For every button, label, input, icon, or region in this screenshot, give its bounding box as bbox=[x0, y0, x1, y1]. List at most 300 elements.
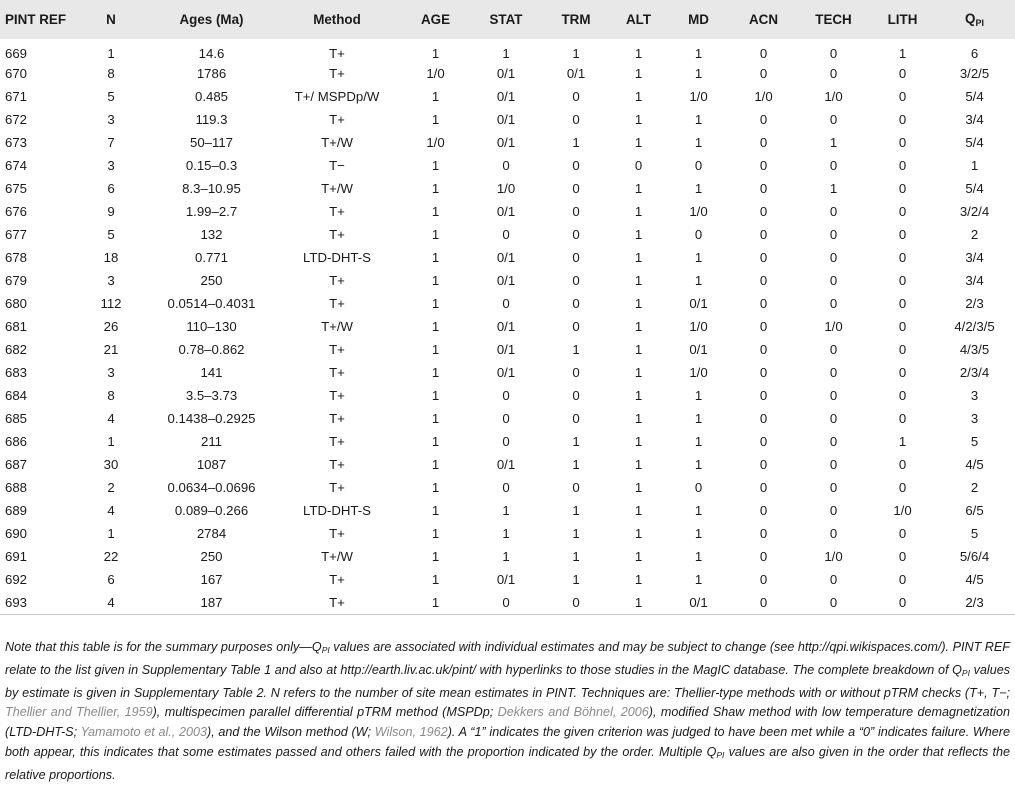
cell-method: T+/W bbox=[321, 319, 353, 334]
cell-n: 8 bbox=[107, 388, 115, 403]
cell-ages: 141 bbox=[200, 365, 223, 380]
table-row bbox=[0, 177, 1015, 200]
cell-tech: 0 bbox=[829, 66, 838, 81]
cell-md: 1 bbox=[694, 503, 703, 518]
note-text: ), multispecimen parallel differential pTRM method (MSPDp; bbox=[152, 705, 498, 720]
cell-method: T+ bbox=[329, 227, 345, 242]
cell-alt: 1 bbox=[634, 273, 643, 288]
cell-alt: 1 bbox=[634, 66, 643, 81]
cell-method: T+/W bbox=[321, 135, 353, 150]
cell-alt: 1 bbox=[634, 112, 643, 127]
cell-pint-ref: 690 bbox=[5, 526, 28, 541]
cell-age: 1/0 bbox=[426, 66, 445, 81]
cell-stat: 0 bbox=[502, 388, 510, 403]
cell-tech: 0 bbox=[829, 342, 838, 357]
cell-lith: 0 bbox=[898, 549, 907, 564]
cell-qpi: 4/2/3/5 bbox=[954, 319, 995, 334]
cell-tech: 0 bbox=[829, 411, 838, 426]
cell-qpi: 2/3/4 bbox=[959, 365, 990, 380]
cell-trm: 1 bbox=[572, 135, 580, 150]
cell-qpi: 3/2/4 bbox=[959, 204, 990, 219]
cell-qpi: 3 bbox=[970, 411, 979, 426]
cell-n: 3 bbox=[107, 112, 115, 127]
cell-age: 1 bbox=[431, 480, 440, 495]
cell-n: 1 bbox=[107, 526, 115, 541]
cell-stat: 0/1 bbox=[496, 112, 516, 127]
cell-lith: 0 bbox=[898, 526, 907, 541]
cell-method: T+/W bbox=[321, 181, 353, 196]
cell-stat: 0/1 bbox=[496, 66, 516, 81]
cell-stat: 0/1 bbox=[496, 89, 516, 104]
cell-n: 7 bbox=[107, 135, 115, 150]
col-header-method: Method bbox=[313, 12, 361, 27]
cell-acn: 0 bbox=[759, 549, 768, 564]
cell-acn: 0 bbox=[759, 388, 768, 403]
cell-age: 1 bbox=[431, 503, 440, 518]
cell-pint-ref: 682 bbox=[5, 342, 28, 357]
cell-trm: 1 bbox=[572, 434, 580, 449]
table-row bbox=[0, 108, 1015, 131]
cell-stat: 0 bbox=[502, 227, 510, 242]
cell-age: 1 bbox=[431, 342, 440, 357]
col-header-lith: LITH bbox=[887, 12, 918, 27]
cell-stat: 0 bbox=[502, 480, 510, 495]
cell-acn: 0 bbox=[759, 296, 768, 311]
table-row bbox=[0, 545, 1015, 568]
cell-acn: 0 bbox=[759, 342, 768, 357]
cell-alt: 1 bbox=[634, 503, 643, 518]
cell-trm: 1 bbox=[572, 526, 580, 541]
cell-alt: 1 bbox=[634, 411, 643, 426]
cell-age: 1 bbox=[400, 591, 471, 614]
table-header bbox=[0, 0, 1015, 39]
cell-md: 1 bbox=[694, 549, 703, 564]
table-footnote bbox=[5, 638, 1010, 786]
cell-pint-ref: 693 bbox=[0, 591, 73, 614]
cell-stat: 0/1 bbox=[496, 319, 516, 334]
col-header-age: AGE bbox=[420, 12, 451, 27]
cell-pint-ref: 674 bbox=[5, 158, 28, 173]
cell-stat: 0/1 bbox=[496, 204, 516, 219]
table-row bbox=[0, 568, 1015, 591]
cell-ages: 187 bbox=[149, 591, 274, 614]
cell-acn: 0 bbox=[759, 204, 768, 219]
cell-n: 2 bbox=[107, 480, 115, 495]
cell-alt: 1 bbox=[634, 526, 643, 541]
cell-tech: 0 bbox=[829, 572, 838, 587]
cell-age: 1 bbox=[431, 388, 440, 403]
cell-method: T+ bbox=[329, 457, 345, 472]
cell-acn: 0 bbox=[759, 319, 768, 334]
cell-age: 1 bbox=[431, 572, 440, 587]
cell-lith: 1 bbox=[898, 434, 907, 449]
cell-method: T+ bbox=[329, 388, 345, 403]
cell-ages: 0.771 bbox=[194, 250, 228, 265]
qpi-symbol: Q bbox=[311, 640, 322, 654]
cell-ages: 250 bbox=[200, 273, 223, 288]
cell-tech: 0 bbox=[829, 365, 838, 380]
cell-method: T+/W bbox=[321, 549, 353, 564]
cell-alt: 1 bbox=[634, 181, 643, 196]
header-row bbox=[0, 0, 1015, 39]
citation-link[interactable]: Thellier and Thellier, 1959 bbox=[5, 705, 153, 720]
cell-qpi: 6 bbox=[970, 45, 979, 61]
cell-method: T+ bbox=[329, 434, 345, 449]
cell-lith: 0 bbox=[898, 457, 907, 472]
cell-n: 21 bbox=[103, 342, 119, 357]
cell-tech: 0 bbox=[829, 434, 838, 449]
cell-ages: 2784 bbox=[196, 526, 227, 541]
qpi-subscript: PI bbox=[961, 667, 970, 678]
cell-lith: 0 bbox=[898, 89, 907, 104]
cell-n: 3 bbox=[107, 273, 115, 288]
table-row bbox=[0, 246, 1015, 269]
cell-qpi: 3 bbox=[970, 388, 979, 403]
cell-alt: 1 bbox=[634, 480, 643, 495]
cell-pint-ref: 672 bbox=[5, 112, 28, 127]
cell-pint-ref: 679 bbox=[5, 273, 28, 288]
cell-n: 5 bbox=[107, 227, 115, 242]
table-row bbox=[0, 361, 1015, 384]
cell-method: T+ bbox=[329, 411, 345, 426]
cell-md: 1 bbox=[694, 526, 703, 541]
cell-method: T+/ MSPDp/W bbox=[294, 89, 380, 104]
qpi-subscript: PI bbox=[321, 645, 330, 655]
cell-alt: 1 bbox=[634, 45, 643, 61]
cell-ages: 110–130 bbox=[186, 319, 237, 334]
cell-qpi: 3/4 bbox=[965, 273, 984, 288]
cell-alt: 1 bbox=[634, 365, 643, 380]
table-row bbox=[0, 315, 1015, 338]
cell-md: 1/0 bbox=[689, 204, 708, 219]
cell-lith: 0 bbox=[898, 66, 907, 81]
col-header-ages: Ages (Ma) bbox=[179, 12, 244, 27]
cell-ages: 1786 bbox=[196, 66, 227, 81]
cell-age: 1 bbox=[431, 112, 440, 127]
cell-qpi: 2/3 bbox=[934, 591, 1015, 614]
cell-acn: 0 bbox=[759, 66, 768, 81]
cell-pint-ref: 670 bbox=[5, 66, 28, 81]
cell-ages: 132 bbox=[200, 227, 223, 242]
cell-pint-ref: 684 bbox=[5, 388, 28, 403]
cell-qpi: 4/5 bbox=[965, 457, 984, 472]
cell-method: LTD-DHT-S bbox=[303, 250, 371, 265]
cell-ages: 0.78–0.862 bbox=[178, 342, 245, 357]
cell-stat: 1/0 bbox=[496, 181, 516, 196]
cell-pint-ref: 678 bbox=[5, 250, 28, 265]
note-text: Note that this table is for the summary purposes only— bbox=[5, 640, 312, 654]
cell-lith: 0 bbox=[898, 480, 907, 495]
cell-n: 4 bbox=[73, 591, 149, 614]
cell-lith: 0 bbox=[898, 250, 907, 265]
cell-ages: 3.5–3.73 bbox=[185, 388, 238, 403]
cell-trm: 0 bbox=[541, 591, 611, 614]
cell-age: 1 bbox=[431, 434, 440, 449]
cell-md: 1 bbox=[694, 411, 703, 426]
cell-stat: 0/1 bbox=[496, 342, 516, 357]
cell-qpi: 3/4 bbox=[965, 112, 984, 127]
cell-alt: 1 bbox=[634, 204, 643, 219]
cell-alt: 1 bbox=[634, 342, 643, 357]
cell-age: 1 bbox=[431, 411, 440, 426]
cell-acn: 0 bbox=[759, 411, 768, 426]
note-text: ). A “1” indicates the given criterion was judged to have been met while a “0” indicates failure. Where both appear, this indicates that some estimates passed and others failed with the proportion indicated by the order. Multiple bbox=[5, 725, 1010, 759]
cell-lith: 0 bbox=[898, 158, 907, 173]
qpi-symbol: Q bbox=[952, 662, 962, 677]
table-row bbox=[0, 269, 1015, 292]
cell-ages: 0.15–0.3 bbox=[185, 158, 238, 173]
cell-age: 1 bbox=[431, 526, 440, 541]
note-text: values are associated with individual estimates and may be subject to change (see http://qpi.wikispaces.com/). PINT REF relate to the list given in Supplementary Table 1 and also at http://earth.liv.ac.uk/pint/ with hyperlinks to those studies in the MagIC database. The complete breakdown of bbox=[5, 640, 1010, 677]
cell-lith: 0 bbox=[898, 296, 907, 311]
cell-stat: 0/1 bbox=[496, 250, 516, 265]
cell-acn: 0 bbox=[759, 526, 768, 541]
cell-lith: 0 bbox=[898, 181, 907, 196]
cell-md: 1 bbox=[694, 273, 703, 288]
cell-acn: 0 bbox=[759, 480, 768, 495]
table-row bbox=[0, 453, 1015, 476]
cell-acn: 0 bbox=[759, 503, 768, 518]
cell-n: 30 bbox=[103, 457, 119, 472]
cell-age: 1 bbox=[431, 181, 440, 196]
cell-qpi: 5/4 bbox=[965, 135, 984, 150]
cell-age: 1 bbox=[431, 457, 440, 472]
cell-alt: 1 bbox=[634, 250, 643, 265]
cell-tech: 0 bbox=[829, 388, 838, 403]
cell-age: 1 bbox=[431, 204, 440, 219]
col-header-trm: TRM bbox=[561, 12, 591, 27]
cell-lith: 0 bbox=[898, 365, 907, 380]
cell-qpi: 5 bbox=[970, 526, 979, 541]
cell-tech: 1/0 bbox=[824, 549, 843, 564]
cell-ages: 0.0514–0.4031 bbox=[167, 296, 256, 311]
cell-stat: 0 bbox=[471, 591, 541, 614]
cell-qpi: 5/6/4 bbox=[959, 549, 990, 564]
cell-acn: 0 bbox=[759, 227, 768, 242]
cell-alt: 1 bbox=[634, 227, 643, 242]
cell-method: T+ bbox=[329, 365, 345, 380]
table-row bbox=[0, 499, 1015, 522]
cell-age: 1 bbox=[431, 549, 440, 564]
cell-pint-ref: 685 bbox=[5, 411, 28, 426]
cell-stat: 0/1 bbox=[496, 135, 516, 150]
cell-age: 1 bbox=[431, 45, 440, 61]
table-row bbox=[0, 591, 1015, 614]
cell-lith: 0 bbox=[898, 273, 907, 288]
table-row bbox=[0, 154, 1015, 177]
cell-trm: 0 bbox=[572, 388, 580, 403]
cell-acn: 0 bbox=[759, 181, 768, 196]
cell-n: 112 bbox=[100, 296, 122, 311]
cell-ages: 119.3 bbox=[195, 112, 228, 127]
cell-ages: 1087 bbox=[196, 457, 227, 472]
cell-stat: 0/1 bbox=[496, 572, 516, 587]
cell-md: 1/0 bbox=[689, 319, 708, 334]
cell-age: 1 bbox=[431, 365, 440, 380]
cell-qpi: 6/5 bbox=[965, 503, 984, 518]
cell-trm: 0 bbox=[572, 250, 580, 265]
cell-pint-ref: 691 bbox=[5, 549, 28, 564]
cell-n: 3 bbox=[107, 158, 115, 173]
cell-method: T+ bbox=[329, 342, 345, 357]
cell-ages: 0.089–0.266 bbox=[174, 503, 249, 518]
cell-n: 1 bbox=[107, 45, 115, 61]
col-header-md: MD bbox=[688, 12, 709, 27]
cell-stat: 0/1 bbox=[496, 273, 516, 288]
cell-alt: 1 bbox=[634, 89, 643, 104]
cell-age: 1 bbox=[431, 250, 440, 265]
cell-trm: 0 bbox=[572, 227, 580, 242]
cell-md: 0/1 bbox=[689, 342, 708, 357]
table-row bbox=[0, 200, 1015, 223]
cell-stat: 0 bbox=[502, 434, 510, 449]
cell-ages: 0.1438–0.2925 bbox=[167, 411, 256, 426]
cell-acn: 0 bbox=[759, 572, 768, 587]
table-row bbox=[0, 131, 1015, 154]
cell-pint-ref: 675 bbox=[5, 181, 28, 196]
cell-qpi: 5/4 bbox=[965, 181, 984, 196]
table-row bbox=[0, 85, 1015, 108]
cell-qpi: 2 bbox=[970, 480, 979, 495]
cell-md: 1 bbox=[694, 388, 703, 403]
citation-link[interactable]: Wilson, 1962 bbox=[374, 725, 448, 740]
note-text: values by estimate is given in Supplementary Table 2. N refers to the number of site mean estimates in PINT. Techniques are: Thellier-type methods with or without pTRM checks (T+, T−; bbox=[5, 662, 1010, 700]
cell-tech: 0 bbox=[829, 526, 838, 541]
cell-n: 3 bbox=[107, 365, 115, 380]
cell-n: 8 bbox=[107, 66, 115, 81]
cell-acn: 0 bbox=[759, 45, 768, 61]
cell-tech: 0 bbox=[829, 273, 838, 288]
cell-md: 1/0 bbox=[689, 89, 708, 104]
cell-age: 1 bbox=[431, 273, 440, 288]
cell-method: T+ bbox=[329, 526, 345, 541]
cell-md: 0 bbox=[694, 158, 703, 173]
cell-stat: 0 bbox=[502, 158, 510, 173]
cell-qpi: 3/2/5 bbox=[959, 66, 990, 81]
cell-tech: 1/0 bbox=[824, 319, 843, 334]
cell-md: 1/0 bbox=[689, 365, 708, 380]
qpi-subscript: PI bbox=[975, 18, 984, 28]
cell-lith: 0 bbox=[898, 388, 907, 403]
cell-trm: 0 bbox=[572, 273, 580, 288]
cell-acn: 0 bbox=[759, 273, 768, 288]
cell-method: T+ bbox=[329, 112, 345, 127]
cell-pint-ref: 677 bbox=[5, 227, 28, 242]
citation-link[interactable]: Dekkers and Böhnel, 2006 bbox=[497, 705, 649, 720]
cell-trm: 1 bbox=[572, 549, 580, 564]
cell-tech: 0 bbox=[829, 158, 838, 173]
cell-tech: 0 bbox=[829, 457, 838, 472]
cell-tech: 0 bbox=[829, 227, 838, 242]
table-row bbox=[0, 407, 1015, 430]
cell-pint-ref: 687 bbox=[5, 457, 28, 472]
cell-pint-ref: 671 bbox=[5, 89, 28, 104]
cell-acn: 0 bbox=[759, 250, 768, 265]
cell-trm: 1 bbox=[572, 45, 580, 61]
cell-method: T+ bbox=[329, 572, 345, 587]
col-header-acn: ACN bbox=[748, 12, 778, 27]
cell-pint-ref: 673 bbox=[5, 135, 28, 150]
cell-ages: 14.6 bbox=[198, 45, 225, 61]
cell-lith: 1 bbox=[898, 45, 907, 61]
cell-qpi: 4/3/5 bbox=[959, 342, 990, 357]
cell-ages: 0.0634–0.0696 bbox=[167, 480, 256, 495]
cell-ages: 250 bbox=[200, 549, 223, 564]
cell-ages: 1.99–2.7 bbox=[185, 204, 238, 219]
cell-qpi: 3/4 bbox=[965, 250, 984, 265]
table-row bbox=[0, 39, 1015, 62]
cell-acn: 1/0 bbox=[754, 89, 773, 104]
qpi-symbol: Q bbox=[706, 744, 717, 759]
cell-md: 1 bbox=[694, 250, 703, 265]
cell-tech: 0 bbox=[829, 480, 838, 495]
cell-ages: 8.3–10.95 bbox=[182, 181, 241, 196]
cell-lith: 0 bbox=[898, 342, 907, 357]
cell-alt: 0 bbox=[634, 158, 643, 173]
cell-qpi: 2 bbox=[970, 227, 979, 242]
cell-method: T− bbox=[329, 158, 345, 173]
cell-alt: 1 bbox=[611, 591, 666, 614]
cell-tech: 0 bbox=[796, 591, 871, 614]
table-row bbox=[0, 338, 1015, 361]
col-header-tech: TECH bbox=[815, 12, 852, 27]
cell-method: LTD-DHT-S bbox=[303, 503, 371, 518]
cell-n: 22 bbox=[103, 549, 119, 564]
cell-trm: 1 bbox=[572, 457, 580, 472]
cell-acn: 0 bbox=[731, 591, 796, 614]
cell-lith: 0 bbox=[871, 591, 934, 614]
cell-tech: 1 bbox=[829, 135, 838, 150]
note-text: ), modified Shaw method with low temperature demagnetization (LTD-DHT-S; bbox=[5, 705, 1010, 740]
cell-tech: 0 bbox=[829, 204, 838, 219]
cell-trm: 1 bbox=[572, 342, 580, 357]
cell-method: T+ bbox=[329, 204, 345, 219]
cell-trm: 1 bbox=[572, 572, 580, 587]
citation-link[interactable]: Yamamoto et al., 2003 bbox=[80, 725, 207, 740]
cell-md: 1 bbox=[694, 434, 703, 449]
cell-tech: 0 bbox=[829, 250, 838, 265]
cell-lith: 0 bbox=[898, 411, 907, 426]
cell-alt: 1 bbox=[634, 572, 643, 587]
cell-md: 1 bbox=[694, 181, 703, 196]
cell-md: 1 bbox=[694, 66, 703, 81]
col-header-alt: ALT bbox=[625, 12, 652, 27]
col-header-n: N bbox=[106, 12, 116, 27]
cell-md: 1 bbox=[694, 572, 703, 587]
cell-md: 1 bbox=[694, 135, 703, 150]
cell-md: 0/1 bbox=[689, 296, 708, 311]
cell-ages: 0.485 bbox=[194, 89, 228, 104]
cell-trm: 0 bbox=[572, 112, 580, 127]
cell-tech: 0 bbox=[829, 45, 838, 61]
cell-lith: 0 bbox=[898, 135, 907, 150]
cell-acn: 0 bbox=[759, 434, 768, 449]
cell-n: 6 bbox=[107, 181, 115, 196]
cell-pint-ref: 680 bbox=[5, 296, 28, 311]
cell-md: 0/1 bbox=[666, 591, 731, 614]
cell-age: 1 bbox=[431, 296, 440, 311]
cell-trm: 0 bbox=[572, 480, 580, 495]
cell-md: 0 bbox=[694, 480, 703, 495]
table-body bbox=[0, 39, 1015, 614]
cell-qpi: 5/4 bbox=[965, 89, 984, 104]
cell-tech: 0 bbox=[829, 112, 838, 127]
cell-trm: 0 bbox=[572, 158, 580, 173]
cell-method: T+ bbox=[329, 66, 345, 81]
table-row bbox=[0, 522, 1015, 545]
cell-stat: 1 bbox=[502, 526, 510, 541]
cell-stat: 1 bbox=[502, 549, 510, 564]
